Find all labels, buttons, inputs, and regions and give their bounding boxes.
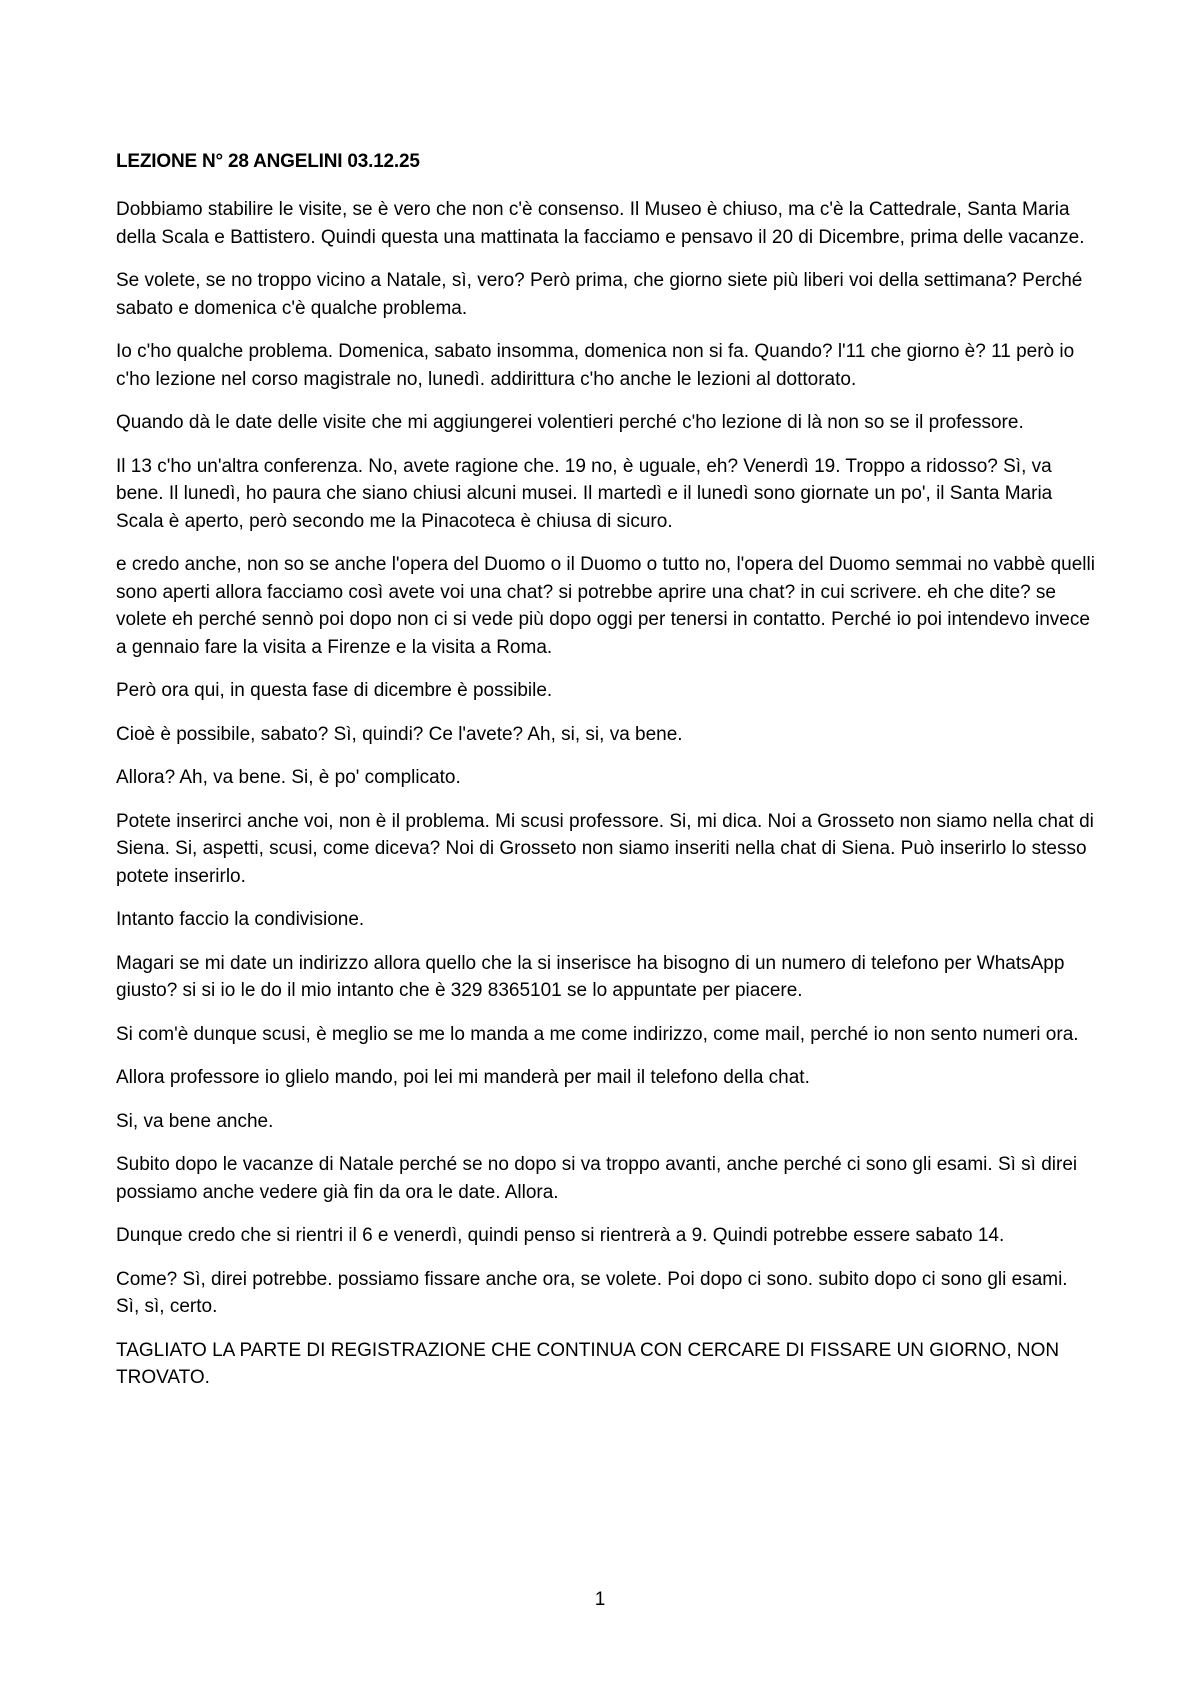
paragraph: Intanto faccio la condivisione. xyxy=(116,909,365,930)
paragraph: Però ora qui, in questa fase di dicembre è possibile. xyxy=(116,680,553,701)
paragraph: Si, va bene anche. xyxy=(116,1110,274,1132)
paragraph: Si com'è dunque scusi, è meglio se me lo manda a me come indirizzo, come mail, perché io non sento numeri ora. xyxy=(116,1023,1079,1045)
paragraph: Quando dà le date delle visite che mi aggiungerei volentieri perché c'ho lezione di là non so se il professore. xyxy=(116,412,1024,433)
paragraph: Come? Sì, direi potrebbe. possiamo fissare anche ora, se volete. Poi dopo ci sono. subito dopo ci sono gli esami. Sì, sì, certo. xyxy=(116,1268,1068,1317)
document-title: LEZIONE N° 28 ANGELINI 03.12.25 xyxy=(116,151,420,172)
paragraph: Se volete, se no troppo vicino a Natale, sì, vero? Però prima, che giorno siete più liberi voi della settimana? Perché sabato e domenica c'è qualche problema. xyxy=(116,270,1083,319)
paragraph: Magari se mi date un indirizzo allora quello che la si inserisce ha bisogno di un numero di telefono per WhatsApp giusto? si si io le do il mio intanto che è 329 8365101 se lo appuntate per piacere. xyxy=(116,952,1065,1001)
paragraph: Il 13 c'ho un'altra conferenza. No, avete ragione che. 19 no, è uguale, eh? Venerdì 19. Troppo a ridosso? Sì, va bene. Il lunedì, ho paura che siano chiusi alcuni musei. Il martedì e il lunedì sono giornate un po', il Santa Maria Scala è aperto, però secondo me la Pinacoteca è chiusa di sicuro. xyxy=(116,455,1053,532)
paragraph: Dunque credo che si rientri il 6 e venerdì, quindi penso si rientrerà a 9. Quindi potrebbe essere sabato 14. xyxy=(116,1225,1005,1246)
paragraph: TAGLIATO LA PARTE DI REGISTRAZIONE CHE CONTINUA CON CERCARE DI FISSARE UN GIORNO, NON TROVATO. xyxy=(116,1339,1060,1388)
paragraph: Dobbiamo stabilire le visite, se è vero che non c'è consenso. Il Museo è chiuso, ma c'è la Cattedrale, Santa Maria della Scala e Battistero. Quindi questa una mattinata la facciamo e pensavo il 20 di Dicembre, prima delle vacanze. xyxy=(116,199,1085,248)
paragraph: Io c'ho qualche problema. Domenica, sabato insomma, domenica non si fa. Quando? l'11 che giorno è? 11 però io c'ho lezione nel corso magistrale no, lunedì. addirittura c'ho anche le lezioni al dottorato. xyxy=(116,341,1075,390)
paragraph: Allora? Ah, va bene. Si, è po' complicato. xyxy=(116,767,461,788)
paragraph: Allora professore io glielo mando, poi lei mi manderà per mail il telefono della chat. xyxy=(116,1067,810,1088)
page-number: 1 xyxy=(594,1589,606,1610)
paragraph: Subito dopo le vacanze di Natale perché se no dopo si va troppo avanti, anche perché ci sono gli esami. Sì sì direi possiamo anche vedere già fin da ora le date. Allora. xyxy=(116,1154,1078,1203)
document-body xyxy=(116,148,1096,1408)
paragraph: Potete inserirci anche voi, non è il problema. Mi scusi professore. Si, mi dica. Noi a Grosseto non siamo nella chat di Siena. Si, aspetti, scusi, come diceva? Noi di Grosseto non siamo inseriti nella chat di Siena. Può inserirlo lo stesso potete inserirlo. xyxy=(116,810,1094,887)
paragraph: Cioè è possibile, sabato? Sì, quindi? Ce l'avete? Ah, si, si, va bene. xyxy=(116,723,683,745)
paragraph: e credo anche, non so se anche l'opera del Duomo o il Duomo o tutto no, l'opera del Duomo semmai no vabbè quelli sono aperti allora facciamo così avete voi una chat? si potrebbe aprire una chat? in cui scrivere. eh che dite? se volete eh perché sennò poi dopo non ci si vede più dopo oggi per tenersi in contatto. Perché io poi intendevo invece a gennaio fare la visita a Firenze e la visita a Roma. xyxy=(116,554,1095,658)
